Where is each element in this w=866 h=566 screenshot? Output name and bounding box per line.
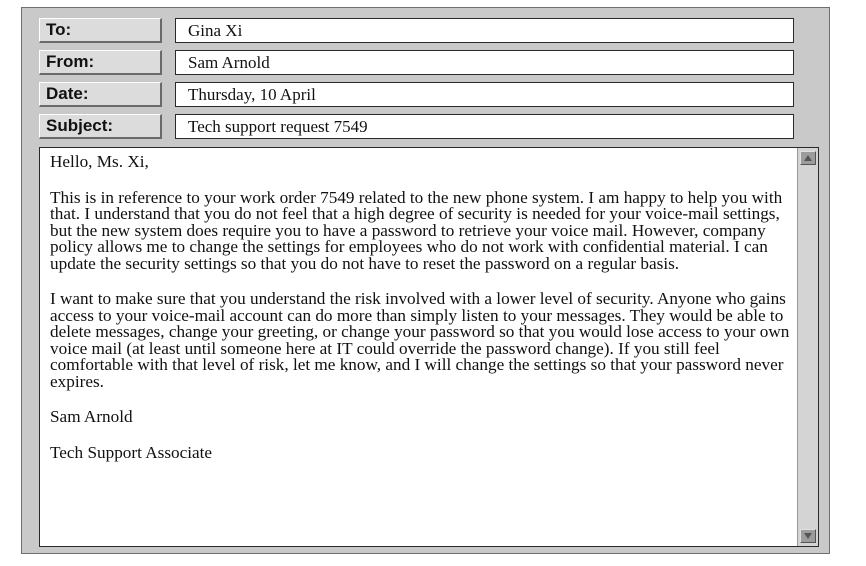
to-field[interactable]: Gina Xi	[175, 18, 794, 43]
signature-title: Tech Support Associate	[50, 442, 213, 462]
scroll-up-arrow-icon	[804, 155, 812, 161]
body-paragraph-1: This is in reference to your work order 7549 related to the new phone system. I am happy to help you with that. I understand that you do not feel that a high degree of security is needed for your voice-mail settings, but the new system does require you to have a password to retrieve your voice mail. However, company policy allows me to change the settings for employees who do not work with confidential material. I can update the security settings so that you do not have to reset the password on a regular basis.	[50, 187, 783, 273]
to-label: To:	[39, 18, 162, 43]
greeting: Hello, Ms. Xi,	[50, 152, 149, 171]
signature-name: Sam Arnold	[50, 407, 133, 426]
date-label: Date:	[39, 82, 162, 107]
scroll-down-button[interactable]	[800, 529, 816, 543]
subject-field[interactable]: Tech support request 7549	[175, 114, 794, 139]
scroll-up-button[interactable]	[800, 151, 816, 165]
from-label: From:	[39, 50, 162, 75]
subject-label: Subject:	[39, 114, 162, 139]
date-field[interactable]: Thursday, 10 April	[175, 82, 794, 107]
message-body[interactable]	[39, 147, 819, 547]
email-window	[21, 7, 830, 554]
vertical-scrollbar[interactable]	[797, 148, 818, 546]
from-field[interactable]: Sam Arnold	[175, 50, 794, 75]
scroll-down-arrow-icon	[804, 533, 812, 539]
body-paragraph-2: I want to make sure that you understand the risk involved with a lower level of security. Anyone who gains access to your voice-mail account can do more than simply listen to your messages. They would be able to delete messages, change your greeting, or change your password so that you would lose access to your own voice mail (at least until someone here at IT could override the password change). If you still feel comfortable with that level of risk, let me know, and I will change the settings so that your password never expires.	[50, 289, 790, 391]
message-text	[50, 154, 790, 480]
